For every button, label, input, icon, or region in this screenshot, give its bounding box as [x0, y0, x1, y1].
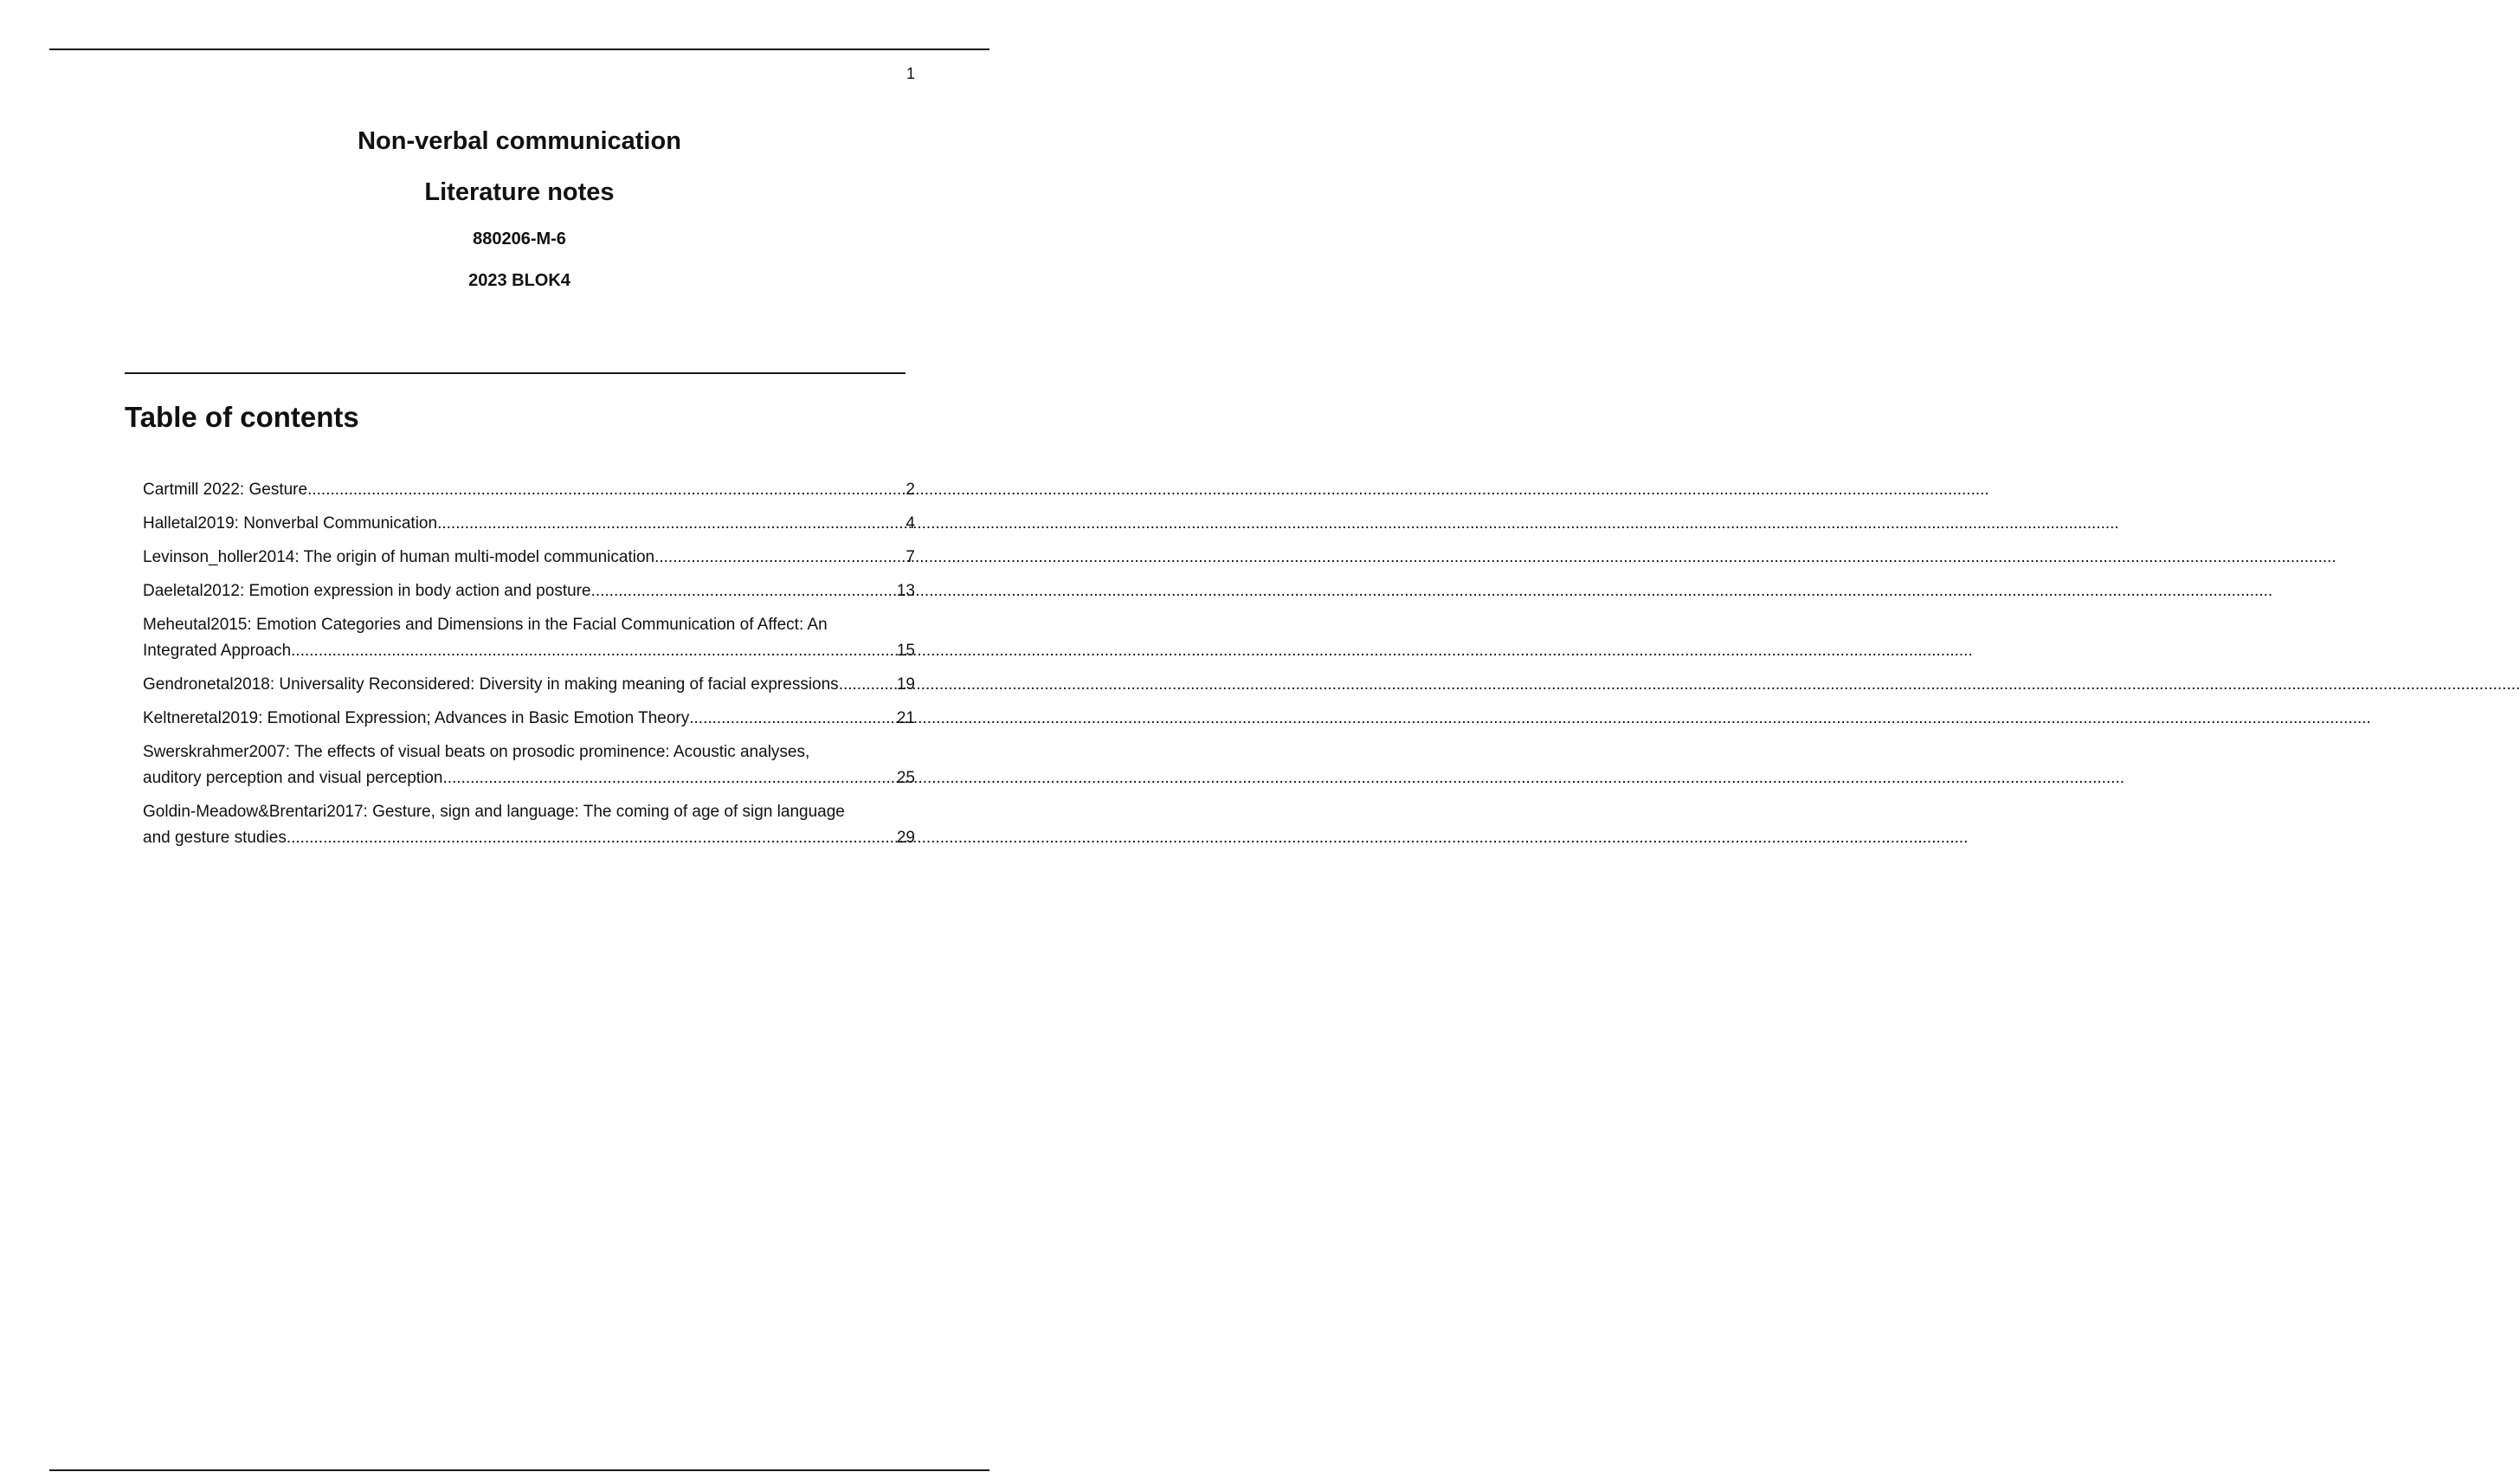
dot-leader	[287, 825, 896, 851]
dot-leader	[437, 511, 905, 537]
toc-entry[interactable]	[143, 706, 915, 732]
toc-entry-title: Integrated Approach	[143, 642, 292, 660]
toc-entry-row	[143, 765, 915, 791]
dot-leader	[654, 545, 905, 571]
document-subtitle: Literature notes	[424, 178, 615, 206]
toc-entry-title: Daeletal2012: Emotion expression in body action and posture	[143, 582, 591, 600]
toc-entry-row	[143, 545, 915, 571]
toc-entry[interactable]	[143, 578, 915, 604]
dot-leader	[307, 477, 905, 503]
toc-entry[interactable]	[143, 477, 915, 503]
toc-entry-page: 7	[906, 548, 915, 566]
dot-leader	[689, 706, 896, 732]
toc-entry-page: 2	[906, 481, 915, 499]
toc-entry-row	[143, 672, 915, 698]
toc-entry-page: 25	[896, 769, 915, 787]
toc-entry[interactable]	[143, 799, 915, 851]
toc-entry-page: 29	[896, 829, 915, 847]
toc-entry-title: and gesture studies	[143, 829, 287, 847]
toc-entry-title: Gendronetal2018: Universality Reconsidered: Diversity in making meaning of facial expressions	[143, 675, 839, 694]
toc-entry-row	[143, 511, 915, 537]
toc-entry-title: Goldin-Meadow&Brentari2017: Gesture, sign and language: The coming of age of sign language	[143, 803, 845, 821]
toc-entry-title: Levinson_holler2014: The origin of human multi-model communication	[143, 548, 655, 566]
toc-entry-title: Keltneretal2019: Emotional Expression; Advances in Basic Emotion Theory	[143, 709, 690, 727]
dot-leader	[591, 578, 896, 604]
toc-entry-title: Swerskrahmer2007: The effects of visual beats on prosodic prominence: Acoustic analyses,	[143, 743, 810, 761]
toc-entry[interactable]	[143, 672, 915, 698]
toc-entry-row	[143, 706, 915, 732]
page-number: 1	[906, 65, 915, 82]
toc-entry-row	[143, 638, 915, 664]
document-title: Non-verbal communication	[358, 127, 681, 155]
toc-entry[interactable]	[143, 511, 915, 537]
course-code: 880206-M-6	[473, 229, 566, 249]
footer-rule	[49, 1469, 989, 1471]
course-term: 2023 BLOK4	[468, 271, 570, 290]
toc-entry-page: 4	[906, 514, 915, 533]
dot-leader	[291, 638, 896, 664]
section-divider	[125, 372, 906, 374]
toc-entry[interactable]	[143, 739, 915, 791]
toc-entry-page: 13	[896, 582, 915, 600]
toc-entry-row	[143, 477, 915, 503]
toc-entry-page: 19	[896, 675, 915, 694]
toc-entry-page: 21	[896, 709, 915, 727]
toc-entry-page: 15	[896, 642, 915, 660]
toc-entry[interactable]	[143, 612, 915, 664]
toc-entry-row	[143, 825, 915, 851]
toc-entry-title: auditory perception and visual perception	[143, 769, 443, 787]
toc-entry-title: Meheutal2015: Emotion Categories and Dimensions in the Facial Communication of Affect: An	[143, 616, 828, 634]
dot-leader	[442, 765, 895, 791]
toc-entry-row	[143, 578, 915, 604]
header-rule	[49, 48, 989, 50]
toc-entry[interactable]	[143, 545, 915, 571]
table-of-contents	[143, 477, 915, 859]
dot-leader	[839, 672, 896, 698]
toc-entry-title: Cartmill 2022: Gesture	[143, 481, 308, 499]
toc-entry-title: Halletal2019: Nonverbal Communication	[143, 514, 438, 533]
toc-heading: Table of contents	[125, 401, 359, 433]
